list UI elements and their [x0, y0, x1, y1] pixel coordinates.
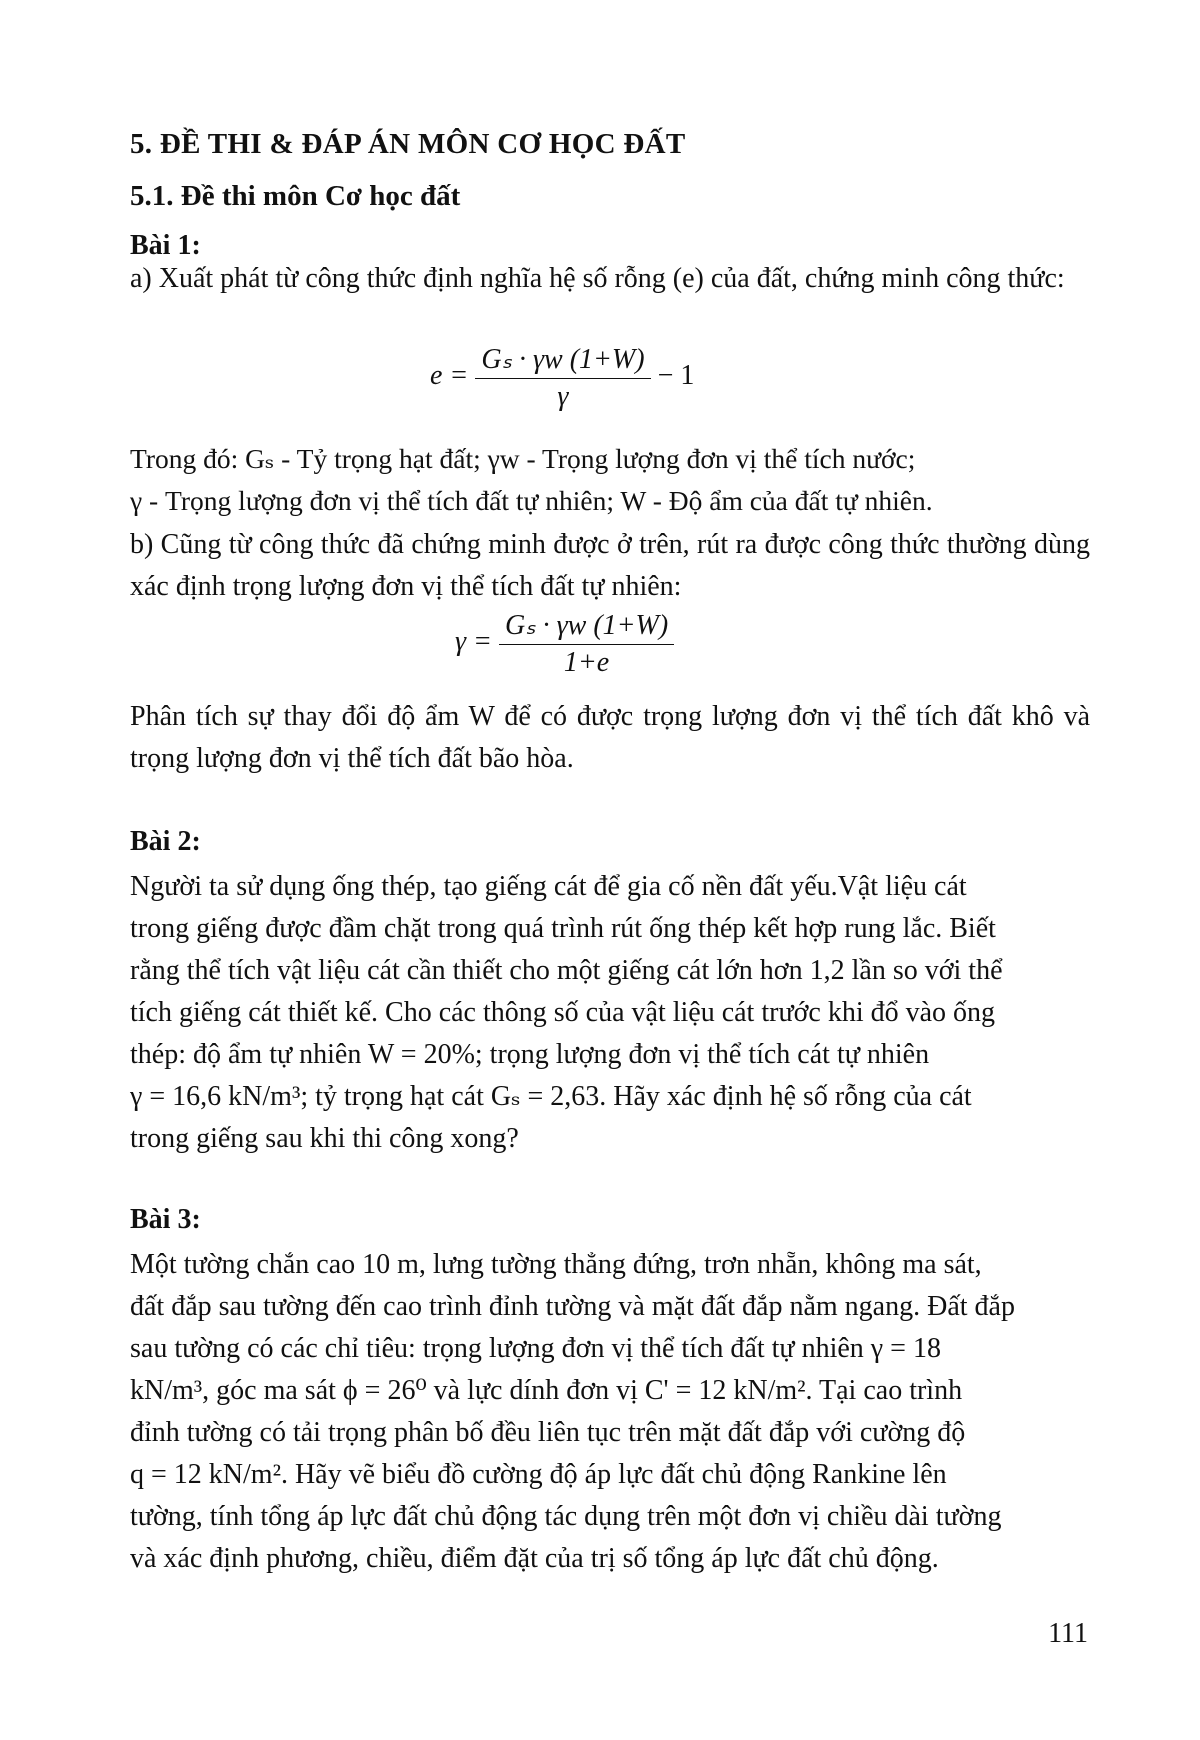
bai1-where-line2: γ - Trọng lượng đơn vị thể tích đất tự nhiên; W - Độ ẩm của đất tự nhiên.	[130, 485, 933, 516]
bai2-line: rằng thể tích vật liệu cát cần thiết cho một giếng cát lớn hơn 1,2 lần so với thể	[130, 955, 1003, 986]
bai1-analysis: Phân tích sự thay đổi độ ẩm W để có được trọng lượng đơn vị thể tích đất khô và trọng lượng đơn vị thể tích đất bão hòa.	[130, 701, 1090, 774]
section-heading: 5.1. Đề thi môn Cơ học đất	[130, 180, 461, 212]
bai3-title: Bài 3:	[130, 1204, 201, 1235]
bai3-line: q = 12 kN/m². Hãy vẽ biểu đồ cường độ áp lực đất chủ động Rankine lên	[130, 1459, 947, 1490]
formula-unit-weight	[455, 608, 674, 679]
bai2-line: γ = 16,6 kN/m³; tỷ trọng hạt cát Gₛ = 2,63. Hãy xác định hệ số rỗng của cát	[130, 1081, 972, 1112]
bai2-body	[130, 866, 1090, 1160]
formula2-fraction	[499, 608, 674, 679]
bai2-line: trong giếng được đầm chặt trong quá trình rút ống thép kết hợp rung lắc. Biết	[130, 913, 996, 944]
formula1-tail: − 1	[657, 359, 695, 391]
bai1-where	[130, 438, 1090, 522]
formula-void-ratio	[430, 342, 694, 413]
formula2-lhs: γ =	[455, 625, 492, 657]
bai3-line: đỉnh tường có tải trọng phân bố đều liên tục trên mặt đất đắp với cường độ	[130, 1417, 966, 1448]
page-number: 111	[1048, 1618, 1088, 1649]
bai1-title: Bài 1:	[130, 230, 201, 261]
bai2-line: trong giếng sau khi thi công xong?	[130, 1123, 519, 1154]
bai1-part-b: b) Cũng từ công thức đã chứng minh được ở trên, rút ra được công thức thường dùng xác định trọng lượng đơn vị thể tích đất tự nhiên:	[130, 529, 1090, 602]
formula2-numerator: Gₛ · γw (1+W)	[499, 608, 674, 645]
formula1-lhs: e =	[430, 359, 469, 391]
formula1-numerator: Gₛ · γw (1+W)	[475, 342, 650, 379]
bai2-line: tích giếng cát thiết kế. Cho các thông số của vật liệu cát trước khi đổ vào ống	[130, 997, 996, 1028]
bai2-line: Người ta sử dụng ống thép, tạo giếng cát để gia cố nền đất yếu.Vật liệu cát	[130, 871, 967, 902]
formula1-denominator: γ	[557, 381, 569, 412]
bai3-body	[130, 1244, 1090, 1580]
formula1-fraction	[475, 342, 650, 413]
bai1-where-line1: Trong đó: Gₛ - Tỷ trọng hạt đất; γw - Trọng lượng đơn vị thể tích nước;	[130, 443, 916, 474]
chapter-heading: 5. ĐỀ THI & ĐÁP ÁN MÔN CƠ HỌC ĐẤT	[130, 128, 686, 160]
bai3-line: kN/m³, góc ma sát ϕ = 26⁰ và lực dính đơn vị C' = 12 kN/m². Tại cao trình	[130, 1375, 963, 1406]
bai2-title: Bài 2:	[130, 826, 201, 857]
bai3-line: đất đắp sau tường đến cao trình đỉnh tường và mặt đất đắp nằm ngang. Đất đắp	[130, 1291, 1015, 1322]
formula2-denominator: 1+e	[563, 647, 610, 678]
bai1-part-a: a) Xuất phát từ công thức định nghĩa hệ số rỗng (e) của đất, chứng minh công thức:	[130, 263, 1065, 294]
bai3-line: tường, tính tổng áp lực đất chủ động tác dụng trên một đơn vị chiều dài tường	[130, 1501, 1002, 1532]
bai2-line: thép: độ ẩm tự nhiên W = 20%; trọng lượng đơn vị thể tích cát tự nhiên	[130, 1039, 930, 1070]
bai3-line: sau tường có các chỉ tiêu: trọng lượng đơn vị thể tích đất tự nhiên γ = 18	[130, 1333, 941, 1364]
bai3-line: và xác định phương, chiều, điểm đặt của trị số tổng áp lực đất chủ động.	[130, 1543, 939, 1574]
bai3-line: Một tường chắn cao 10 m, lưng tường thẳng đứng, trơn nhẵn, không ma sát,	[130, 1249, 982, 1280]
